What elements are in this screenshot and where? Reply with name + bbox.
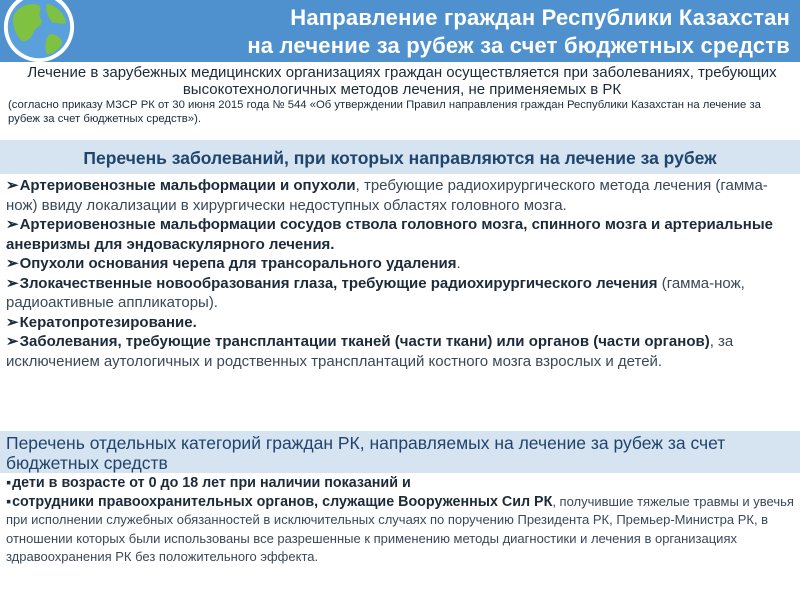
arrow-bullet-icon: ➢: [6, 333, 19, 350]
page-title: [247, 4, 790, 60]
list-item: [6, 274, 796, 313]
item-bold: сотрудники правоохранительных органов, служащие Вооруженных Сил РК: [12, 493, 553, 510]
diseases-heading: Перечень заболеваний, при которых направляются на лечение за рубеж: [83, 148, 717, 168]
item-bold: Кератопротезирование.: [19, 313, 197, 331]
intro-reference: (согласно приказу МЗСР РК от 30 июня 2015 года № 544 «Об утверждении Правил направления граждан Республики Казахстан на лечение за рубеж за счет бюджетных средств»).: [8, 99, 761, 125]
list-item: [6, 215, 796, 254]
title-line-2: на лечение за рубеж за счет бюджетных средств: [247, 33, 790, 58]
list-item: [6, 254, 796, 274]
item-bold: Артериовенозные мальформации и опухоли: [19, 177, 356, 194]
title-line-1: Направление граждан Республики Казахстан: [290, 5, 790, 30]
square-bullet-icon: ▪: [6, 493, 12, 510]
item-bold: Артериовенозные мальформации сосудов ствола головного мозга, спинного мозга и артериальные аневризмы для эндоваскулярного лечения.: [6, 216, 774, 253]
item-text: , получившие тяжелые травмы и увечья при исполнении служебных обязанностей в исключительных случаях по поручению Президента РК, Премьер-Министра РК, в отношении которых были использованы все разрешенные к применению методы диагностики и лечения в организациях здравоохранения РК без положительного эффекта.: [6, 493, 794, 565]
intro-section: [8, 64, 796, 126]
item-text: , требующие радиохирургического метода лечения (гамма-нож) ввиду локализации в хирургически недоступных областях головного мозга.: [6, 177, 768, 214]
categories-heading-band: [0, 431, 800, 473]
list-item: [6, 313, 796, 333]
item-text: (гамма-нож, радиоактивные аппликаторы).: [6, 274, 745, 311]
diseases-heading-band: [0, 140, 800, 174]
item-text: , за исключением аутологичных и родственных трансплантаций костного мозга взрослых и детей.: [6, 333, 734, 370]
header-bar: [0, 0, 800, 62]
diseases-list: [6, 176, 796, 371]
arrow-bullet-icon: ➢: [6, 274, 19, 292]
globe-icon: [0, 0, 78, 66]
list-item: [6, 493, 796, 567]
list-item: [6, 474, 796, 493]
arrow-bullet-icon: ➢: [6, 255, 19, 272]
item-bold: дети в возрасте от 0 до 18 лет при наличии показаний и: [12, 475, 411, 491]
categories-heading: Перечень отдельных категорий граждан РК, направляемых на лечение за рубеж за счет бюджетных средств: [6, 433, 726, 473]
square-bullet-icon: ▪: [6, 475, 12, 491]
arrow-bullet-icon: ➢: [6, 216, 19, 233]
list-item: [6, 176, 796, 215]
arrow-bullet-icon: ➢: [6, 177, 19, 194]
item-bold: Заболевания, требующие трансплантации тканей (части ткани) или органов (части органов): [19, 333, 710, 350]
intro-text: Лечение в зарубежных медицинских организациях граждан осуществляется при заболеваниях, требующих высокотехнологичных методов лечения, не применяемых в РК: [27, 64, 777, 98]
item-bold: Опухоли основания черепа для трансорального удаления: [19, 255, 457, 272]
categories-list: [6, 474, 796, 567]
item-text: .: [456, 255, 461, 272]
item-bold: Злокачественные новообразования глаза, требующие радиохирургического лечения: [19, 274, 658, 292]
list-item: [6, 332, 796, 371]
arrow-bullet-icon: ➢: [6, 313, 19, 331]
